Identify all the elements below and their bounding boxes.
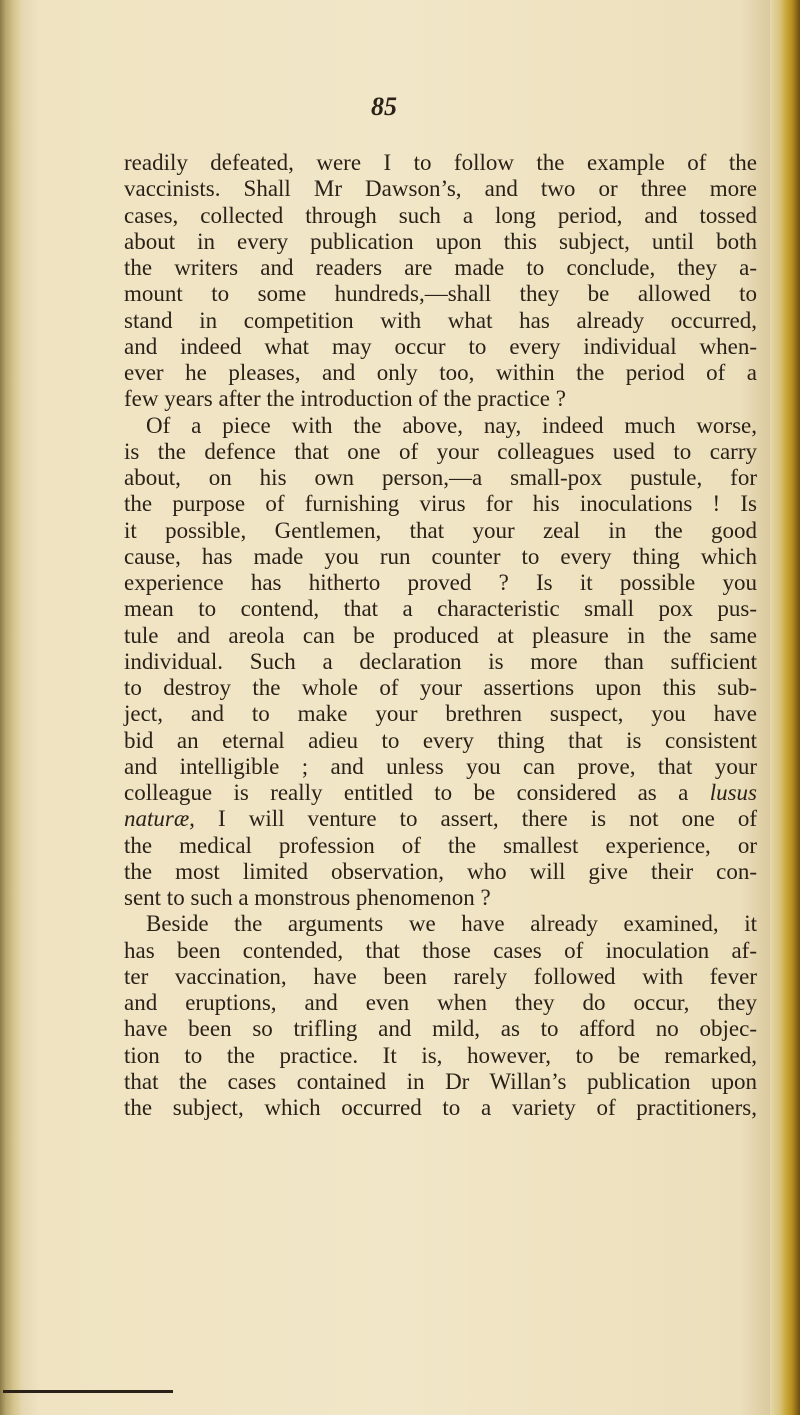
- text-line: the most limited observation, who will give their con-: [124, 858, 757, 884]
- text-line: mean to contend, that a characteristic small pox pus-: [124, 596, 757, 622]
- text-line: the medical profession of the smallest experience, or: [124, 832, 757, 858]
- text-line-part: colleague is really entitled to be considered as a: [124, 780, 689, 805]
- text-line: tule and areola can be produced at pleasure in the same: [124, 622, 757, 648]
- text-line: it possible, Gentlemen, that your zeal in the good: [124, 517, 757, 543]
- text-line: that the cases contained in Dr Willan’s publication upon: [124, 1068, 757, 1094]
- text-line: Beside the arguments we have already examined, it: [146, 911, 757, 937]
- text-line: the purpose of furnishing virus for his inoculations ! Is: [124, 491, 757, 517]
- text-line: ever he pleases, and only too, within the period of a: [124, 360, 757, 385]
- page-edge-right: [770, 0, 800, 1415]
- text-line: few years after the introduction of the practice ?: [124, 386, 566, 412]
- text-line: about in every publication upon this subject, until both: [124, 228, 757, 254]
- text-line: cause, has made you run counter to every thing which: [124, 543, 757, 569]
- body-text: [124, 150, 757, 1121]
- text-line: sent to such a monstrous phenomenon ?: [124, 885, 491, 910]
- text-line: ter vaccination, have been rarely followed with fever: [124, 963, 757, 989]
- text-line: experience has hitherto proved ? Is it possible you: [124, 570, 757, 595]
- text-line: tion to the practice. It is, however, to be remarked,: [124, 1042, 757, 1068]
- text-line-part: I will venture to assert, there is not one of: [218, 806, 757, 832]
- text-line: vaccinists. Shall Mr Dawson’s, and two or three more: [124, 176, 757, 202]
- text-line: ject, and to make your brethren suspect, you have: [124, 701, 757, 727]
- text-line: has been contended, that those cases of inoculation af-: [124, 937, 757, 963]
- text-line: Of a piece with the above, nay, indeed much worse,: [146, 412, 757, 438]
- text-line: cases, collected through such a long period, and tossed: [124, 202, 757, 228]
- text-line: [124, 806, 757, 832]
- text-line: the subject, which occurred to a variety of practitioners,: [124, 1095, 757, 1120]
- text-line: stand in competition with what has already occurred,: [124, 307, 757, 333]
- text-line: mount to some hundreds,—shall they be allowed to: [124, 281, 757, 307]
- text-line: bid an eternal adieu to every thing that is consistent: [124, 727, 757, 753]
- text-line: [124, 780, 757, 806]
- text-line: is the defence that one of your colleagues used to carry: [124, 438, 757, 464]
- italic-term: naturæ,: [124, 806, 195, 832]
- text-line: have been so trifling and mild, as to afford no objec-: [124, 1016, 757, 1042]
- text-line: and indeed what may occur to every individual when-: [124, 333, 757, 359]
- page-gutter-left: [0, 0, 22, 1415]
- text-line: about, on his own person,—a small-pox pustule, for: [124, 465, 757, 490]
- text-line: readily defeated, were I to follow the example of the: [124, 150, 757, 175]
- text-line: and intelligible ; and unless you can prove, that your: [124, 753, 757, 779]
- page-number: 85: [371, 92, 397, 121]
- text-line: the writers and readers are made to conclude, they a-: [124, 255, 757, 280]
- text-line: to destroy the whole of your assertions upon this sub-: [124, 675, 757, 700]
- italic-term: lusus: [709, 780, 757, 805]
- text-line: individual. Such a declaration is more than sufficient: [124, 648, 757, 674]
- text-line: and eruptions, and even when they do occur, they: [124, 990, 757, 1015]
